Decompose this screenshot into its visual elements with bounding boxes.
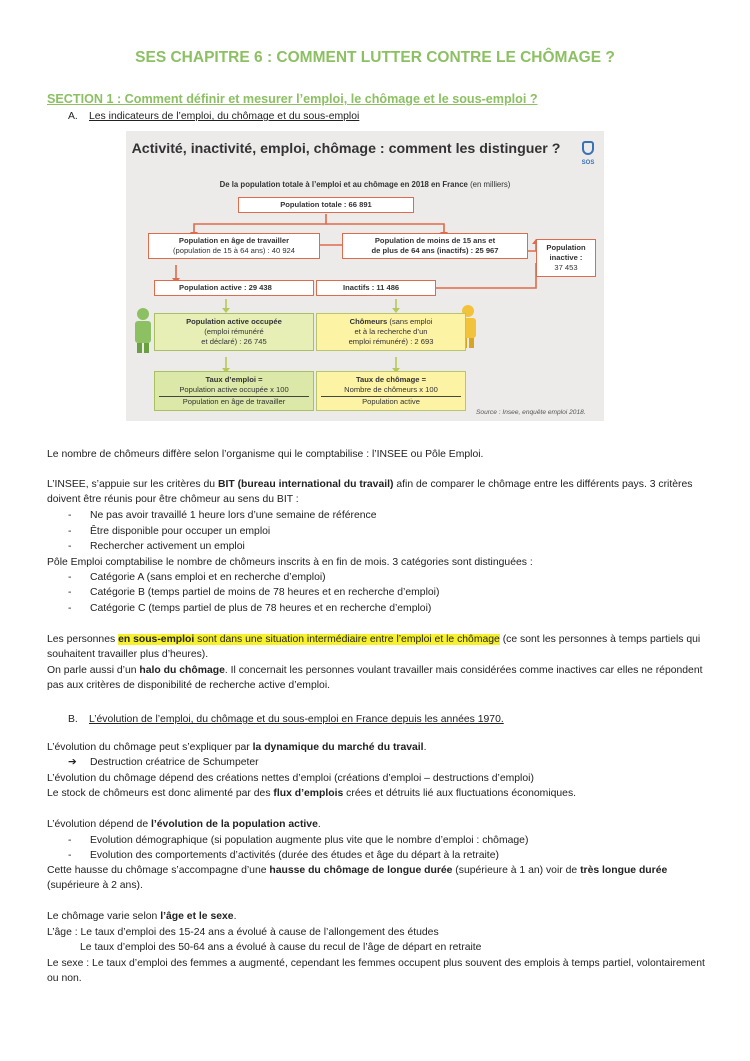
list-item: - Evolution démographique (si population augmente plus vite que le nombre d’emploi : chômage) [68,835,529,846]
list-item: - Catégorie B (temps partiel de moins de 78 heures et en recherche d’emploi) [68,587,440,598]
chomeurs-box: Chômeurs (sans emploi et à la recherche d’un emploi rémunéré) : 2 693 [316,313,466,351]
paragraph-sous-emploi: Les personnes en sous-emploi sont dans une situation intermédiaire entre l’emploi et le chômage (ce sont les personnes à temps partiels qui souhaitent travailler plus d’heures). [47,634,701,661]
paragraph-longue-duree: Cette hausse du chômage s’accompagne d’une hausse du chômage de longue durée (supérieure à 1 an) voir de très longue durée (supérieure à 2 ans). [47,865,668,892]
paragraph-age-50-64: Le taux d’emploi des 50-64 ans a évolué à cause du recul de l’âge de départ en retraite [80,942,482,953]
list-item: - Rechercher activement un emploi [68,541,245,552]
subsection-a-text: Les indicateurs de l’emploi, du chômage et du sous-emploi [89,111,360,122]
arrow-icon: ➔ [68,757,77,768]
paragraph-creations-nettes: L’évolution du chômage dépend des créations nettes d’emploi (créations d’emploi – destructions d’emploi) [47,773,534,784]
sos-logo: SOS [578,141,598,171]
list-item: - Evolution des comportements d’activités (durée des études et âge du départ à la retraite) [68,850,499,861]
employed-person-icon [135,308,151,353]
section-1-heading: SECTION 1 : Comment définir et mesurer l’emploi, le chômage et le sous-emploi ? [47,92,538,106]
paragraph-sexe: Le sexe : Le taux d’emploi des femmes a augmenté, cependant les femmes occupent plus souvent des emplois à temps partiel, volontairement ou non. [47,958,705,985]
list-item: - Ne pas avoir travaillé 1 heure lors d’une semaine de référence [68,510,377,521]
list-item: - Catégorie C (temps partiel de plus de 78 heures et en recherche d’emploi) [68,603,432,614]
infographic-subtitle: De la population totale à l’emploi et au chômage en 2018 en France (en milliers) [219,180,511,189]
subsection-b-heading: B. L’évolution de l’emploi, du chômage et du sous-emploi en France depuis les années 1970. [68,714,504,725]
list-item: - Être disponible pour occuper un emploi [68,526,271,537]
list-item: - Catégorie A (sans emploi et en recherche d’emploi) [68,572,326,583]
inactifs-box: Inactifs : 11 486 [316,280,436,296]
infographic-source: Source : Insee, enquête emploi 2018. [476,409,586,416]
paragraph-halo: On parle aussi d’un halo du chômage. Il concernait les personnes voulant travailler mais considérées comme inactives car elles ne répondent pas aux critères de disponibilité de recherche active d’emploi. [47,665,703,692]
population-active-box: Population active : 29 438 [154,280,314,296]
paragraph-dynamique: L’évolution du chômage peut s’expliquer par la dynamique du marché du travail. [47,742,427,753]
paragraph-age-sexe: Le chômage varie selon l’âge et le sexe. [47,911,237,922]
infographic-title: Activité, inactivité, emploi, chômage : comment les distinguer ? [131,141,561,157]
taux-chomage-box: Taux de chômage = Nombre de chômeurs x 100 Population active [316,371,466,411]
age-travailler-box: Population en âge de travailler (population de 15 à 64 ans) : 40 924 [148,233,320,259]
paragraph-age: L’âge : Le taux d’emploi des 15-24 ans a évolué à cause de l’allongement des études [47,927,439,938]
paragraph-pole-emploi: Pôle Emploi comptabilise le nombre de chômeurs inscrits à en fin de mois. 3 catégories sont distinguées : [47,557,533,568]
cup-icon [582,141,594,155]
paragraph-flux: Le stock de chômeurs est donc alimenté par des flux d’emplois crées et détruits lié aux fluctuations économiques. [47,788,577,799]
subsection-a-heading [68,109,359,124]
schumpeter-item: ➔ Destruction créatrice de Schumpeter [68,755,259,770]
population-inactive-box: Population inactive : 37 453 [536,239,596,277]
population-totale-box: Population totale : 66 891 [238,197,414,213]
infographic [126,131,604,421]
population-active-occupee-box: Population active occupée (emploi rémunéré et déclaré) : 26 745 [154,313,314,351]
moins15-plus64-box: Population de moins de 15 ans et de plus de 64 ans (inactifs) : 25 967 [342,233,528,259]
paragraph-bit: L’INSEE, s’appuie sur les critères du BIT (bureau international du travail) afin de comparer le chômage entre les différents pays. 3 critères doivent être réunis pour être chômeur au sens du BIT : [47,479,693,506]
paragraph-organisme: Le nombre de chômeurs diffère selon l’organisme qui le comptabilise : l’INSEE ou Pôle Emploi. [47,449,484,460]
page-title: SES CHAPITRE 6 : COMMENT LUTTER CONTRE LE CHÔMAGE ? [135,49,615,66]
subsection-a-letter: A. [68,111,78,122]
taux-emploi-box: Taux d’emploi = Population active occupée x 100 Population en âge de travailler [154,371,314,411]
paragraph-population-active: L’évolution dépend de l’évolution de la population active. [47,819,321,830]
